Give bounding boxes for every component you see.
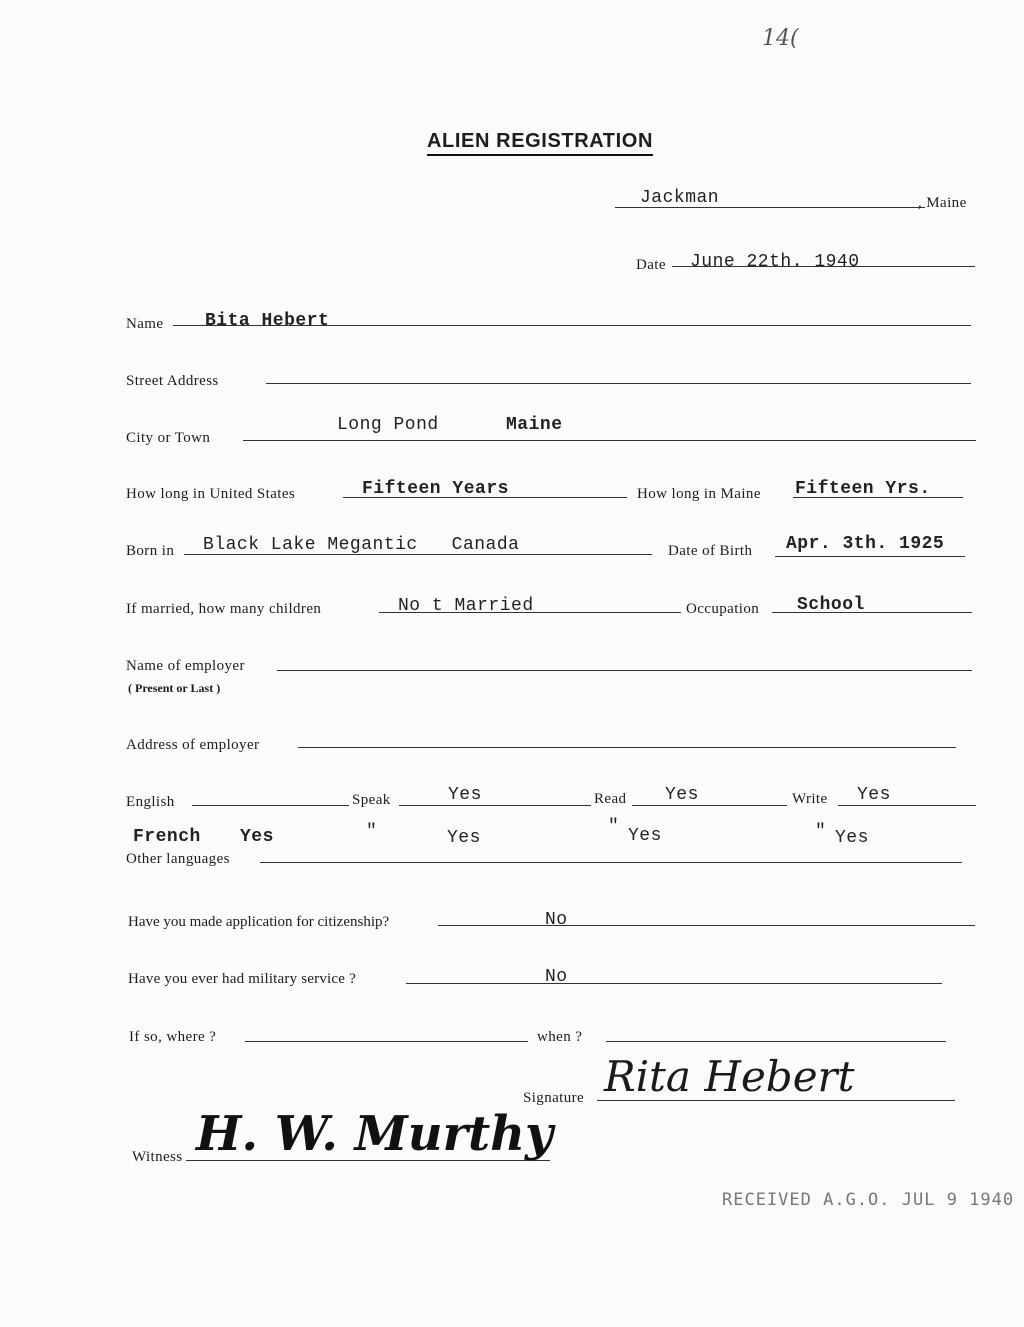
read-label: Read (594, 791, 627, 807)
city-state-value: Maine (506, 415, 563, 435)
witness-label: Witness (132, 1149, 183, 1165)
french-write-ditto: " (815, 822, 827, 842)
other-languages-line (260, 862, 962, 863)
born-label: Born in (126, 543, 175, 559)
military-line (406, 983, 942, 984)
form-title: ALIEN REGISTRATION (427, 130, 653, 156)
signature-value: Rita Hebert (604, 1052, 855, 1101)
date-line (672, 266, 975, 267)
street-address-line (266, 383, 971, 384)
french-write-value: Yes (835, 828, 869, 848)
english-write-value: Yes (857, 785, 891, 805)
where-label: If so, where ? (129, 1029, 217, 1045)
us-residence-value: Fifteen Years (362, 479, 509, 499)
occupation-label: Occupation (686, 601, 760, 617)
french-value: Yes (240, 827, 274, 847)
dob-value: Apr. 3th. 1925 (786, 534, 945, 554)
children-label: If married, how many children (126, 601, 322, 617)
street-address-label: Street Address (126, 373, 219, 389)
write-label: Write (792, 791, 828, 807)
name-line (173, 325, 971, 326)
dob-label: Date of Birth (668, 543, 753, 559)
us-residence-line (343, 497, 627, 498)
city-town-value: Long Pond (337, 415, 439, 435)
occupation-line (772, 612, 972, 613)
employer-address-label: Address of employer (126, 737, 260, 753)
citizenship-line (438, 925, 975, 926)
french-read-ditto: " (608, 817, 620, 837)
speak-line (399, 805, 591, 806)
military-value: No (545, 967, 568, 987)
french-label: French (133, 827, 201, 847)
other-languages-label: Other languages (126, 851, 230, 867)
write-line (838, 805, 976, 806)
employer-address-line (298, 747, 956, 748)
french-speak-value: Yes (447, 828, 481, 848)
children-line (379, 612, 681, 613)
when-line (606, 1041, 946, 1042)
dob-line (775, 556, 965, 557)
employer-sub-label: ( Present or Last ) (128, 681, 221, 695)
name-value: Bita Hebert (205, 311, 330, 331)
state-label: , Maine (918, 195, 967, 211)
name-label: Name (126, 316, 164, 332)
when-label: when ? (537, 1029, 583, 1045)
born-line (184, 554, 652, 555)
received-stamp: RECEIVED A.G.O. JUL 9 1940 (722, 1190, 1015, 1210)
maine-residence-label: How long in Maine (637, 486, 761, 502)
us-residence-label: How long in United States (126, 486, 296, 502)
occupation-value: School (797, 595, 865, 615)
witness-value: H. W. Murthy (196, 1106, 553, 1162)
location-value: Jackman (640, 188, 720, 208)
location-line (615, 207, 925, 208)
french-speak-ditto: " (366, 822, 378, 842)
english-label: English (126, 794, 175, 810)
maine-residence-line (793, 497, 963, 498)
english-speak-value: Yes (448, 785, 482, 805)
employer-label: Name of employer (126, 658, 245, 674)
french-read-value: Yes (628, 826, 662, 846)
english-line (192, 805, 349, 806)
born-value: Black Lake Megantic Canada (203, 535, 520, 555)
city-label: City or Town (126, 430, 211, 446)
where-line (245, 1041, 528, 1042)
date-value: June 22th. 1940 (690, 252, 860, 272)
citizenship-value: No (545, 910, 568, 930)
speak-label: Speak (352, 792, 391, 808)
maine-residence-value: Fifteen Yrs. (795, 479, 931, 499)
military-label: Have you ever had military service ? (128, 971, 356, 987)
english-read-value: Yes (665, 785, 699, 805)
page-number: 14( (762, 26, 799, 51)
children-value: No t Married (398, 596, 534, 616)
read-line (632, 805, 787, 806)
signature-label: Signature (523, 1090, 585, 1106)
city-line (243, 440, 976, 441)
date-label: Date (636, 257, 666, 273)
employer-line (277, 670, 972, 671)
citizenship-label: Have you made application for citizenship? (128, 914, 390, 930)
